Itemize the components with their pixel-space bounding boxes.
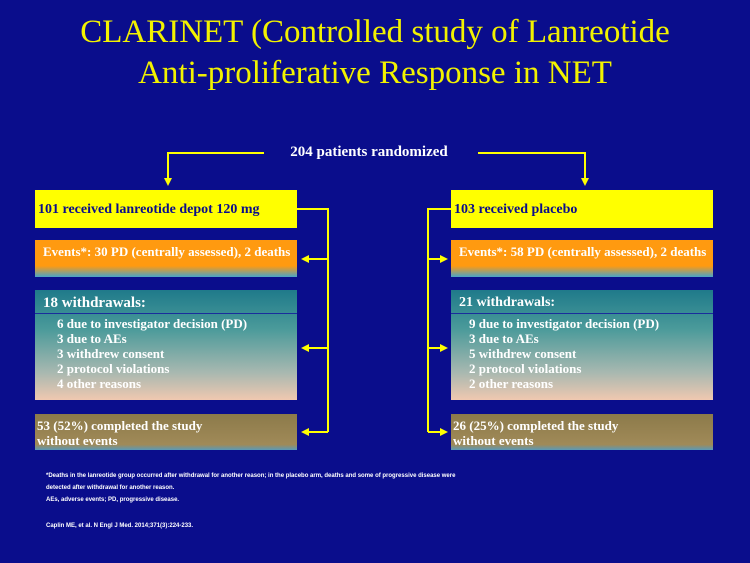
- right-bracket-line: [428, 209, 451, 432]
- footnote-citation: Caplin ME, et al. N Engl J Med. 2014;371(3):224-233.: [46, 523, 194, 529]
- right-withdrawal-item: 9 due to investigator decision (PD): [469, 316, 660, 331]
- right-completed-line2: without events: [453, 433, 534, 448]
- left-arm-header: 101 received lanreotide depot 120 mg: [35, 190, 297, 228]
- footnote-line1: *Deaths in the lanreotide group occurred after withdrawal for another reason; in the placebo arm, deaths and some of progressive disease were: [46, 473, 456, 479]
- left-completed-line2: without events: [37, 433, 118, 448]
- footnote-abbreviations: AEs, adverse events; PD, progressive disease.: [46, 497, 180, 503]
- right-withdrawal-item: 2 protocol violations: [469, 361, 582, 376]
- left-completed-box: [35, 414, 297, 450]
- left-withdrawals-box: [35, 290, 297, 400]
- footnote-line2: detected after withdrawal for another reason.: [46, 485, 175, 491]
- slide-title-line1: CLARINET (Controlled study of Lanreotide: [80, 14, 670, 50]
- right-withdrawals-title: 21 withdrawals:: [459, 295, 556, 310]
- right-completed-box: [451, 414, 713, 450]
- left-withdrawal-item: 3 withdrew consent: [57, 346, 165, 361]
- right-events-box: Events*: 58 PD (centrally assessed), 2 deaths: [451, 240, 713, 277]
- right-withdrawal-item: 2 other reasons: [469, 376, 554, 391]
- left-withdrawal-item: 6 due to investigator decision (PD): [57, 316, 248, 331]
- split-to-left-arrow: [168, 153, 264, 184]
- left-bracket-line: [297, 209, 328, 432]
- right-withdrawals-divider: [451, 313, 713, 314]
- right-withdrawal-item: 3 due to AEs: [469, 331, 539, 346]
- footnote-deaths: [46, 470, 606, 506]
- left-withdrawal-item: 2 protocol violations: [57, 361, 170, 376]
- left-withdrawal-item: 4 other reasons: [57, 376, 142, 391]
- right-withdrawals-box: [451, 290, 713, 400]
- right-arm-header: 103 received placebo: [451, 190, 713, 228]
- right-completed-line1: 26 (25%) completed the study: [453, 418, 619, 433]
- split-to-right-arrow: [478, 153, 585, 184]
- left-completed-line1: 53 (52%) completed the study: [37, 418, 203, 433]
- right-withdrawal-item: 5 withdrew consent: [469, 346, 577, 361]
- left-withdrawal-item: 3 due to AEs: [57, 331, 127, 346]
- left-events-box: Events*: 30 PD (centrally assessed), 2 deaths: [35, 240, 297, 277]
- left-withdrawals-divider: [35, 313, 297, 314]
- left-withdrawals-title: 18 withdrawals:: [43, 295, 146, 311]
- slide-title-line2: Anti-proliferative Response in NET: [138, 55, 612, 91]
- randomized-label: 204 patients randomized: [290, 144, 448, 160]
